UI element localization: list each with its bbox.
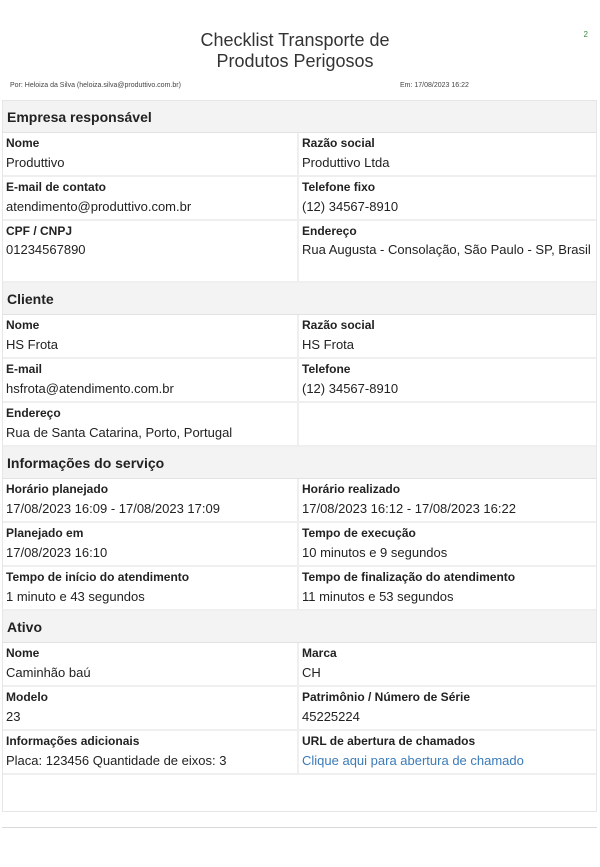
field-value: HS Frota: [302, 337, 355, 352]
field-value: (12) 34567-8910: [302, 199, 399, 214]
field-tempo-inicio: [3, 567, 299, 611]
field-label: Razão social: [302, 136, 375, 150]
author-line: Por: Heloiza da Silva (heloiza.silva@produttivo.com.br): [10, 82, 181, 89]
report-body: [2, 100, 597, 812]
field-value: 17/08/2023 16:12 - 17/08/2023 16:22: [302, 501, 516, 516]
field-empresa-cpf-cnpj: [3, 221, 299, 283]
field-empresa-razao-social: [299, 133, 596, 177]
field-value: 17/08/2023 16:09 - 17/08/2023 17:09: [6, 501, 220, 516]
field-value: (12) 34567-8910: [302, 381, 399, 396]
field-empresa-endereco: [299, 221, 596, 283]
field-label: Modelo: [6, 690, 48, 704]
field-label: Nome: [6, 136, 40, 150]
field-ativo-marca: [299, 643, 596, 687]
field-cliente-telefone: [299, 359, 596, 403]
field-label: Endereço: [6, 406, 61, 420]
section-ativo-grid: [3, 643, 596, 775]
field-label: Nome: [6, 646, 40, 660]
field-label: Telefone: [302, 362, 351, 376]
section-empresa-grid: [3, 133, 596, 283]
field-value: Rua de Santa Catarina, Porto, Portugal: [6, 425, 233, 440]
section-ativo-title: Ativo: [3, 611, 596, 643]
field-label: Planejado em: [6, 526, 84, 540]
field-label: URL de abertura de chamados: [302, 734, 476, 748]
field-value: hsfrota@atendimento.com.br: [6, 381, 174, 396]
field-planejado-em: [3, 523, 299, 567]
field-label: CPF / CNPJ: [6, 224, 73, 238]
section-cliente-grid: [3, 315, 596, 447]
field-label: Tempo de início do atendimento: [6, 570, 190, 584]
field-value: Caminhão baú: [6, 665, 91, 680]
section-cliente-title: Cliente: [3, 283, 596, 315]
field-label: Tempo de execução: [302, 526, 416, 540]
field-label: Telefone fixo: [302, 180, 376, 194]
field-ativo-url-chamados: [299, 731, 596, 775]
field-cliente-razao-social: [299, 315, 596, 359]
field-label: E-mail: [6, 362, 43, 376]
field-label: E-mail de contato: [6, 180, 107, 194]
field-value: Placa: 123456 Quantidade de eixos: 3: [6, 753, 227, 768]
field-tempo-execucao: [299, 523, 596, 567]
field-value: 23: [6, 709, 21, 724]
title-line-1: Checklist Transporte de: [200, 30, 390, 50]
field-value: 45225224: [302, 709, 360, 724]
field-tempo-finalizacao: [299, 567, 596, 611]
document-title: [0, 30, 590, 72]
field-cliente-endereco: [3, 403, 299, 447]
field-ativo-modelo: [3, 687, 299, 731]
section-servico-title: Informações do serviço: [3, 447, 596, 479]
field-label: Nome: [6, 318, 40, 332]
field-label: Marca: [302, 646, 337, 660]
open-ticket-link[interactable]: Clique aqui para abertura de chamado: [302, 753, 524, 768]
field-cliente-nome: [3, 315, 299, 359]
field-label: Patrimônio / Número de Série: [302, 690, 471, 704]
field-value: HS Frota: [6, 337, 59, 352]
timestamp-line: Em: 17/08/2023 16:22: [400, 82, 469, 89]
field-ativo-nome: [3, 643, 299, 687]
field-value: Rua Augusta - Consolação, São Paulo - SP, Brasil: [302, 242, 591, 257]
field-ativo-informacoes: [3, 731, 299, 775]
field-label: Horário realizado: [302, 482, 401, 496]
field-label: Informações adicionais: [6, 734, 140, 748]
field-horario-realizado: [299, 479, 596, 523]
field-horario-planejado: [3, 479, 299, 523]
empty-cell: [299, 403, 596, 447]
field-empresa-nome: [3, 133, 299, 177]
section-servico-grid: [3, 479, 596, 611]
field-label: Razão social: [302, 318, 375, 332]
field-ativo-patrimonio: [299, 687, 596, 731]
page-number: 2: [583, 30, 588, 39]
field-value: atendimento@produttivo.com.br: [6, 199, 192, 214]
field-value: Produttivo Ltda: [302, 155, 390, 170]
field-value: 01234567890: [6, 242, 86, 257]
section-empresa-title: Empresa responsável: [3, 101, 596, 133]
field-value: 17/08/2023 16:10: [6, 545, 108, 560]
field-value: 1 minuto e 43 segundos: [6, 589, 145, 604]
field-value: Produttivo: [6, 155, 65, 170]
field-label: Tempo de finalização do atendimento: [302, 570, 516, 584]
field-label: Horário planejado: [6, 482, 109, 496]
title-line-2: Produtos Perigosos: [216, 51, 374, 71]
field-value: 10 minutos e 9 segundos: [302, 545, 448, 560]
field-label: Endereço: [302, 224, 357, 238]
field-empresa-email: [3, 177, 299, 221]
field-value: 11 minutos e 53 segundos: [302, 589, 454, 604]
field-cliente-email: [3, 359, 299, 403]
field-empresa-telefone: [299, 177, 596, 221]
footer-divider: [2, 827, 597, 828]
field-value: CH: [302, 665, 321, 680]
